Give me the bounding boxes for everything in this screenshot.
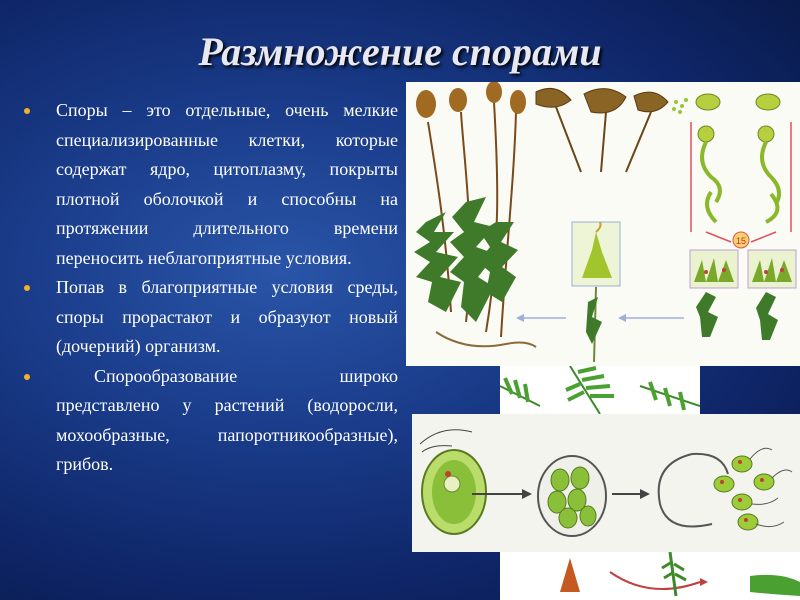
spores-icon (672, 98, 688, 114)
sporangium-icon (560, 558, 580, 592)
bullet-text: Попав в благоприятные условия среды, споры прорастают и образуют новый (дочерний) организм. (56, 277, 398, 356)
fern-cycle-fragment (500, 552, 800, 600)
protonema-stage (696, 94, 780, 142)
bullet-list (22, 96, 398, 480)
zoospores-icon (714, 456, 774, 530)
moss-life-cycle-illustration (406, 82, 800, 366)
arrow-icon (700, 578, 708, 586)
slide-title: Размножение спорами (198, 29, 602, 74)
empty-sporangium-icon (659, 454, 712, 527)
bullet-item (22, 96, 398, 273)
bullet-marker-icon (24, 374, 30, 380)
stage-label: 15 (735, 236, 747, 246)
bullet-item (22, 273, 398, 362)
moss-capsule-icon (416, 82, 526, 118)
arrow-icon (522, 489, 532, 499)
arrow-icon (640, 489, 650, 499)
bullet-text: Споры – это отдельные, очень мелкие специализированные клетки, которые содержат ядро, цитоплазму, покрыты плотной оболочкой и способны на протяжении длительного времени переносить неблагоприятные условия. (56, 100, 398, 268)
bullet-item (22, 362, 398, 480)
bullet-text: Спорообразование широко представлено у растений (водоросли, мохообразные, папоротникообразные), грибов. (56, 365, 398, 474)
algae-spore-formation-illustration (412, 414, 800, 552)
young-moss-shoot (696, 292, 778, 340)
fern-frond-illustration (500, 366, 700, 414)
sporangium-capsule-icon (536, 88, 668, 113)
bullet-marker-icon (24, 108, 30, 114)
bullet-marker-icon (24, 285, 30, 291)
